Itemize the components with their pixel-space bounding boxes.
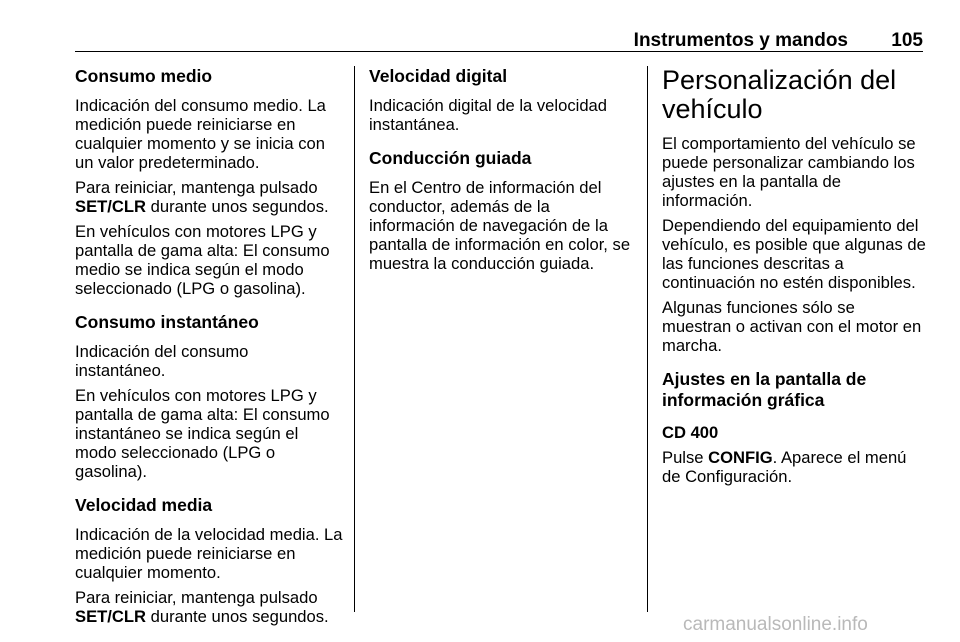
key-config: CONFIG [708,448,773,467]
text: Para reiniciar, mantenga pulsado [75,178,318,197]
header-title: Instrumentos y mandos [633,30,848,51]
section-conduccion-guiada [369,148,634,273]
heading-velocidad-digital: Velocidad digital [369,66,508,86]
paragraph: En vehículos con motores LPG y pantalla de gama alta: El consumo instantáneo se indica según el modo seleccionado (LPG o gasolina). [75,386,330,481]
paragraph: Dependiendo del equipamiento del vehículo, es posible que algunas de las funciones descritas a continuación no estén disponibles. [662,216,926,292]
heading-conduccion-guiada: Conducción guiada [369,148,532,168]
text: durante unos segundos. [146,607,329,626]
watermark: carmanualsonline.info [683,614,868,635]
column-1 [75,66,343,632]
heading-consumo-medio: Consumo medio [75,66,213,86]
paragraph: Indicación de la velocidad media. La medición puede reiniciarse en cualquier momento. [75,525,343,582]
section-ajustes-pantalla [662,369,928,486]
section-velocidad-media [75,495,343,626]
paragraph: Indicación digital de la velocidad instantánea. [369,96,608,134]
page-number: 105 [891,30,923,51]
chapter-title: Personalización del vehículo [662,65,897,124]
paragraph: El comportamiento del vehículo se puede personalizar cambiando los ajustes en la pantalla de información. [662,134,916,210]
text: durante unos segundos. [146,197,329,216]
heading-consumo-instantaneo: Consumo instantáneo [75,312,259,332]
section-consumo-instantaneo [75,312,343,481]
paragraph [75,588,343,626]
paragraph: Indicación del consumo medio. La medición puede reiniciarse en cualquier momento y se inicia con un valor predeterminado. [75,96,326,172]
key-set-clr: SET/CLR [75,607,146,626]
paragraph [662,448,928,486]
page-header [75,30,923,50]
text: . Aparece el menú de Configuración. [662,448,907,486]
section-velocidad-digital [369,66,634,134]
paragraph: En vehículos con motores LPG y pantalla de gama alta: El consumo medio se indica según el modo seleccionado (LPG o gasolina). [75,222,330,298]
paragraph [75,178,343,216]
paragraph: En el Centro de información del conductor, además de la información de navegación de la pantalla de información en color, se muestra la conducción guiada. [369,178,631,273]
subheading-cd-400: CD 400 [662,423,719,442]
key-set-clr: SET/CLR [75,197,146,216]
column-divider-2 [647,66,648,612]
text: Pulse [662,448,709,467]
paragraph: Indicación del consumo instantáneo. [75,342,249,380]
column-divider-1 [354,66,355,612]
header-rule [75,51,923,52]
text: Para reiniciar, mantenga pulsado [75,588,318,607]
column-2 [369,66,634,279]
column-3 [662,66,928,492]
heading-ajustes-pantalla: Ajustes en la pantalla de información gráfica [662,369,867,410]
heading-velocidad-media: Velocidad media [75,495,213,515]
section-consumo-medio [75,66,343,298]
paragraph: Algunas funciones sólo se muestran o activan con el motor en marcha. [662,298,922,355]
